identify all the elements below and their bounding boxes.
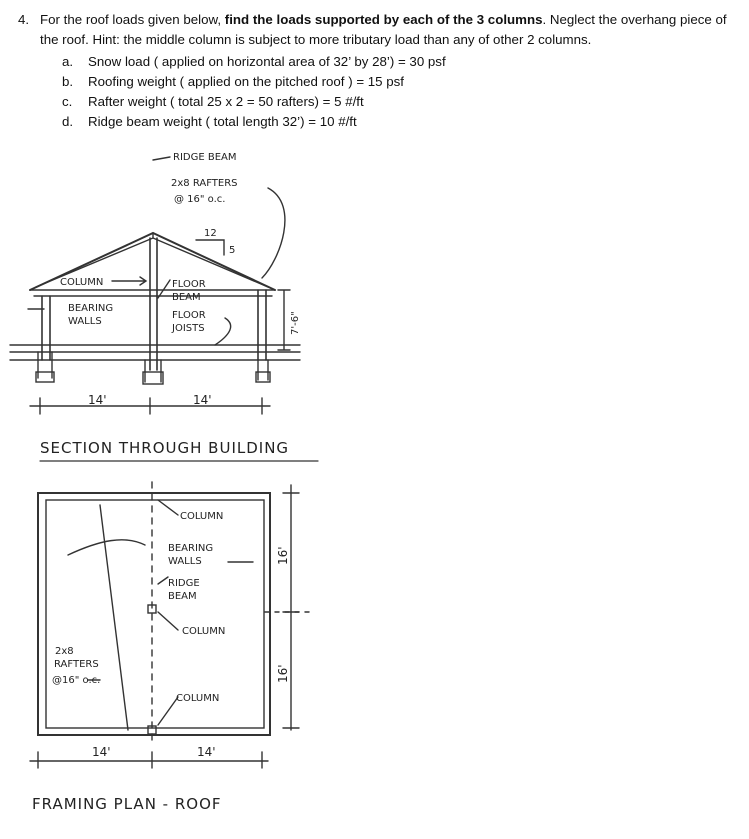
- plan-title: FRAMING PLAN - ROOF: [32, 795, 222, 813]
- question-bold: find the loads supported by each of the 3 columns: [224, 12, 543, 27]
- rafter-line: [100, 505, 128, 730]
- column-top-leader: [158, 500, 178, 515]
- load-item-text: Rafter weight ( total 25 x 2 = 50 rafters) = 5 #/ft: [88, 94, 364, 109]
- plan-ridge-label-2: BEAM: [168, 591, 197, 602]
- plan-inner: [46, 500, 264, 728]
- floor-beam-label-1: FLOOR: [172, 279, 206, 290]
- pitch-triangle: [196, 240, 224, 255]
- right-wall: [258, 290, 266, 360]
- load-item-label: c.: [62, 94, 73, 109]
- load-item-label: d.: [62, 114, 74, 129]
- question-number: 4.: [18, 12, 30, 27]
- floor-joists-label-1: FLOOR: [172, 310, 206, 321]
- bearing-label-1: BEARING: [68, 303, 114, 314]
- plan-span-left: 14': [92, 745, 111, 759]
- question-rest: . Neglect the overhang piece of the roof. Hint: the middle column is subject to more tributary load than any of other 2 columns.: [40, 12, 727, 47]
- load-item-text: Ridge beam weight ( total length 32’) = 10 #/ft: [88, 114, 357, 129]
- bearing-label-2: WALLS: [68, 316, 102, 327]
- section-span-right: 14': [193, 393, 212, 407]
- question-intro: For the roof loads given below,: [40, 12, 225, 27]
- plan-rafters-label-2: RAFTERS: [54, 659, 99, 670]
- floor-beam-label-2: BEAM: [172, 292, 201, 303]
- column-label: COLUMN: [60, 277, 104, 288]
- ridge-leader: [153, 157, 170, 160]
- load-item-label: a.: [62, 54, 74, 69]
- rafters-label-2: @ 16" o.c.: [174, 194, 226, 205]
- ceiling-line: [30, 290, 275, 296]
- height-dimension: [278, 290, 290, 350]
- plan-drawing: [30, 482, 310, 768]
- column-bot-leader: [158, 697, 178, 725]
- plan-column-top-label: COLUMN: [180, 511, 224, 522]
- load-item-text: Roofing weight ( applied on the pitched roof ) = 15 psf: [88, 74, 405, 89]
- ridge-leader-plan: [158, 577, 168, 584]
- plan-dim-bot: 16': [276, 664, 290, 683]
- plan-span-right: 14': [197, 745, 216, 759]
- floor-lines: [10, 345, 300, 360]
- left-wall: [42, 296, 50, 360]
- rafter-leader: [262, 188, 285, 278]
- plan-column-mid-label: COLUMN: [182, 626, 226, 637]
- plan-ridge-label-1: RIDGE: [168, 578, 200, 589]
- plan-bearing-label-1: BEARING: [168, 543, 214, 554]
- column-arrow: [112, 277, 146, 285]
- plan-labels: [32, 511, 290, 813]
- rafters-label-1: 2x8 RAFTERS: [171, 178, 238, 189]
- load-item-label: b.: [62, 74, 74, 89]
- middle-column: [150, 238, 157, 370]
- load-item-text: Snow load ( applied on horizontal area of 32’ by 28’) = 30 psf: [88, 54, 446, 69]
- section-title: SECTION THROUGH BUILDING: [40, 439, 290, 457]
- height-label: 7'-6": [290, 311, 301, 335]
- joist-leader: [215, 318, 231, 345]
- pitch-rise-label: 5: [229, 245, 236, 256]
- ridge-beam-label: RIDGE BEAM: [173, 152, 237, 163]
- side-dimension: [283, 485, 299, 730]
- pitch-run-label: 12: [204, 228, 217, 239]
- plan-rafters-label-3: @16" o.c.: [52, 675, 101, 686]
- column-mid-leader: [158, 612, 178, 630]
- plan-bearing-label-2: WALLS: [168, 556, 202, 567]
- section-span-left: 14': [88, 393, 107, 407]
- section-drawing: [10, 157, 318, 461]
- floor-joists-label-2: JOISTS: [172, 323, 205, 334]
- plan-dim-top: 16': [276, 546, 290, 565]
- plan-rafters-label-1: 2x8: [55, 646, 74, 657]
- plan-column-bot-label: COLUMN: [176, 693, 220, 704]
- plan-span-dimension: [30, 752, 268, 768]
- footings: [38, 352, 268, 382]
- middle-footing: [143, 372, 163, 384]
- span-dimension: [30, 398, 270, 414]
- plan-outline: [38, 493, 270, 735]
